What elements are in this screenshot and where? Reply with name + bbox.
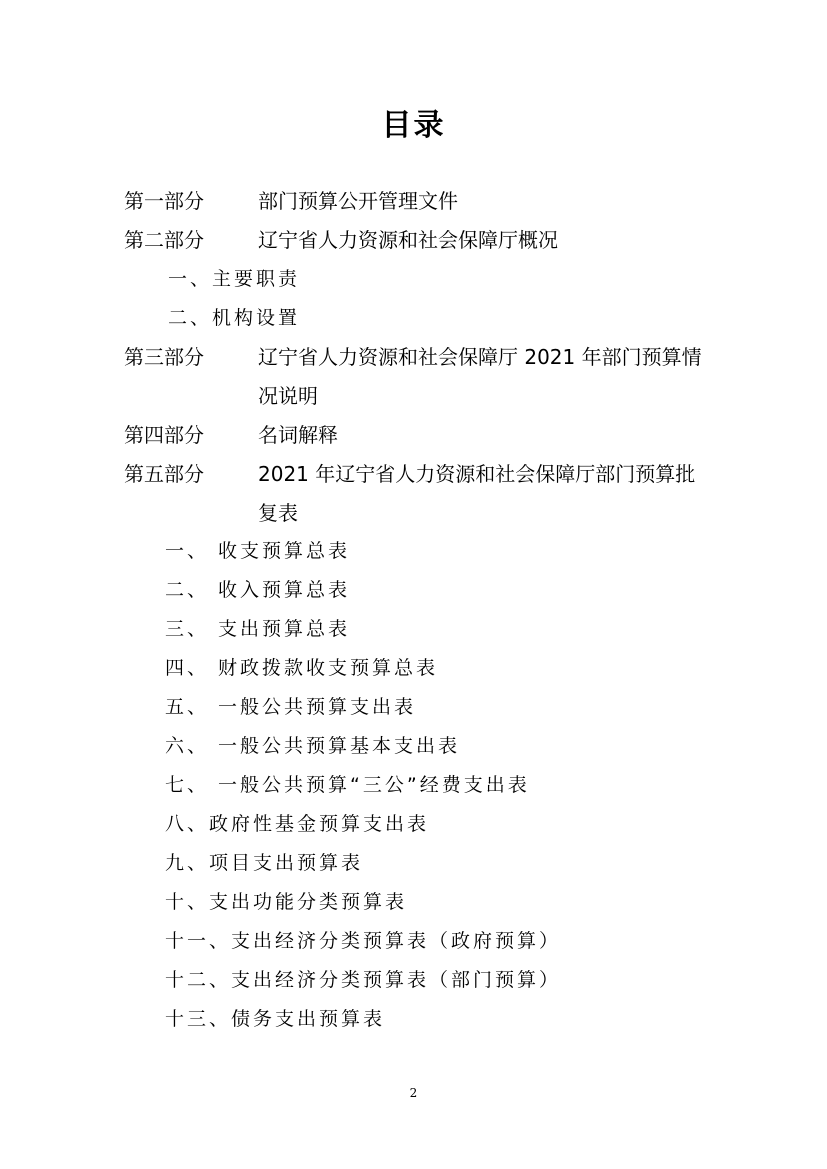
toc-table-item[interactable]: 一、 收支预算总表 bbox=[165, 540, 351, 562]
toc-title: 目录 bbox=[381, 108, 446, 143]
part-text: 辽宁省人力资源和社会保障厅 2021 年部门预算情况说明 bbox=[258, 345, 702, 408]
part-text: 辽宁省人力资源和社会保障厅概况 bbox=[258, 228, 558, 252]
part-text: 部门预算公开管理文件 bbox=[258, 189, 458, 213]
toc-table-item[interactable]: 八、政府性基金预算支出表 bbox=[165, 813, 430, 835]
toc-table-item[interactable]: 十一、支出经济分类预算表（政府预算） bbox=[165, 930, 562, 952]
part-label: 第三部分 bbox=[124, 345, 204, 369]
part-label: 第二部分 bbox=[124, 228, 204, 252]
part-text: 2021 年辽宁省人力资源和社会保障厅部门预算批复表 bbox=[258, 462, 696, 525]
toc-table-item[interactable]: 十二、支出经济分类预算表（部门预算） bbox=[165, 969, 562, 991]
toc-table-item[interactable]: 六、 一般公共预算基本支出表 bbox=[165, 735, 461, 757]
toc-sub-item[interactable]: 二、机构设置 bbox=[168, 307, 301, 329]
toc-table-item[interactable]: 九、项目支出预算表 bbox=[165, 852, 364, 874]
toc-table-item[interactable]: 十、支出功能分类预算表 bbox=[165, 891, 408, 913]
toc-table-item[interactable]: 三、 支出预算总表 bbox=[165, 618, 351, 640]
part-label: 第五部分 bbox=[124, 462, 204, 486]
toc-table-item[interactable]: 七、 一般公共预算“三公”经费支出表 bbox=[165, 774, 530, 796]
toc-sub-item[interactable]: 一、主要职责 bbox=[168, 268, 301, 290]
part-label: 第四部分 bbox=[124, 423, 204, 447]
part-label: 第一部分 bbox=[124, 189, 204, 213]
part-text: 名词解释 bbox=[258, 423, 338, 447]
toc-table-item[interactable]: 二、 收入预算总表 bbox=[165, 579, 351, 601]
page-number: 2 bbox=[409, 1086, 418, 1100]
toc-table-item[interactable]: 四、 财政拨款收支预算总表 bbox=[165, 657, 439, 679]
toc-table-item[interactable]: 五、 一般公共预算支出表 bbox=[165, 696, 417, 718]
toc-table-item[interactable]: 十三、债务支出预算表 bbox=[165, 1008, 386, 1030]
